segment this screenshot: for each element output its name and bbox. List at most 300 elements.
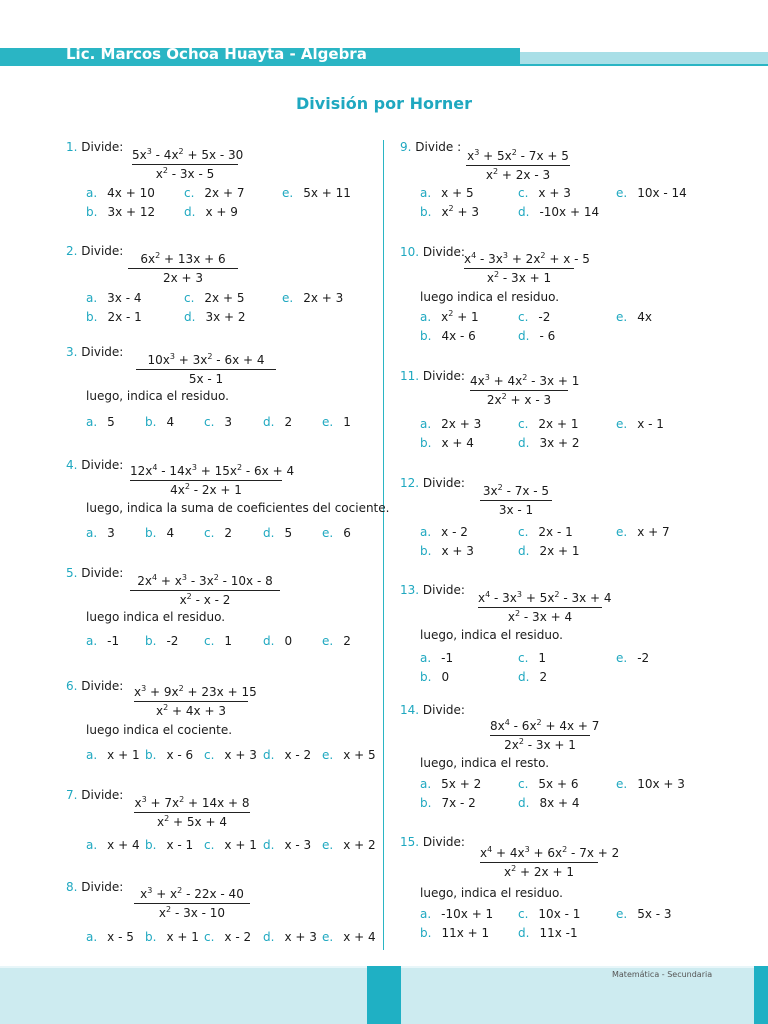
option-value: 5x - 3 bbox=[637, 907, 672, 921]
option-letter: b. bbox=[145, 748, 157, 762]
divisor: $x^2 - 3x - 10$ bbox=[134, 903, 250, 920]
division-fraction bbox=[478, 590, 612, 624]
division-fraction bbox=[130, 463, 295, 497]
option-letter: d. bbox=[518, 796, 530, 810]
option-letter: b. bbox=[420, 670, 432, 684]
answer-option-b[interactable] bbox=[420, 436, 474, 450]
problem-number: 7. bbox=[66, 788, 78, 802]
option-value: x + 3 bbox=[284, 930, 317, 944]
answer-option-b[interactable] bbox=[420, 670, 449, 684]
option-value: 2x + 3 bbox=[441, 417, 482, 431]
option-value: 11x + 1 bbox=[441, 926, 490, 940]
answer-option-a[interactable] bbox=[86, 415, 115, 429]
option-letter: a. bbox=[420, 417, 432, 431]
answer-option-b[interactable] bbox=[145, 748, 193, 762]
answer-option-d[interactable] bbox=[184, 205, 238, 219]
option-value: x - 3 bbox=[284, 838, 312, 852]
divisor: $x^2$ - x - 2 bbox=[130, 590, 280, 607]
answer-option-c[interactable] bbox=[204, 930, 251, 944]
problem-heading bbox=[66, 566, 123, 580]
answer-option-d[interactable] bbox=[518, 329, 555, 343]
answer-option-e[interactable] bbox=[322, 930, 376, 944]
option-value: 8x + 4 bbox=[539, 796, 580, 810]
answer-option-b[interactable] bbox=[145, 838, 193, 852]
option-value: -10x + 14 bbox=[539, 205, 600, 219]
option-value: 10x + 3 bbox=[637, 777, 685, 791]
answer-option-e[interactable] bbox=[322, 838, 376, 852]
division-fraction bbox=[132, 147, 244, 181]
answer-option-b[interactable] bbox=[145, 415, 174, 429]
option-value: 7x - 2 bbox=[441, 796, 476, 810]
option-value: 3x - 4 bbox=[107, 291, 142, 305]
answer-option-c[interactable] bbox=[184, 291, 244, 305]
option-value: -1 bbox=[107, 634, 120, 648]
division-fraction bbox=[464, 251, 590, 285]
option-letter: e. bbox=[616, 525, 628, 539]
option-letter: a. bbox=[420, 777, 432, 791]
option-value: 4 bbox=[166, 526, 175, 540]
answer-option-e[interactable] bbox=[616, 525, 670, 539]
dividend: $x^3 + 9x^2 + 23x + 15$ bbox=[134, 684, 257, 699]
footer-right-block bbox=[754, 966, 768, 1024]
option-letter: b. bbox=[420, 329, 432, 343]
column-divider bbox=[383, 140, 384, 950]
answer-option-c[interactable] bbox=[518, 417, 578, 431]
problem-number: 6. bbox=[66, 679, 78, 693]
option-letter: e. bbox=[322, 838, 334, 852]
answer-option-c[interactable] bbox=[518, 651, 546, 665]
dividend: $10x^3 + 3x^2 - 6x + 4$ bbox=[147, 352, 265, 367]
option-value: 3 bbox=[107, 526, 115, 540]
divisor: $2x^2 - 3x + 1$ bbox=[490, 735, 590, 752]
answer-option-b[interactable] bbox=[420, 329, 476, 343]
answer-option-e[interactable] bbox=[282, 186, 351, 200]
problem-number: 13. bbox=[400, 583, 420, 597]
option-value: 1 bbox=[343, 415, 351, 429]
problem-verb: Divide: bbox=[77, 345, 124, 359]
problem-number: 15. bbox=[400, 835, 420, 849]
option-value: x + 4 bbox=[441, 436, 474, 450]
option-value: x + 3 bbox=[538, 186, 571, 200]
problem-instruction: luego, indica el residuo. bbox=[420, 628, 563, 642]
option-letter: d. bbox=[263, 634, 275, 648]
answer-option-d[interactable] bbox=[263, 838, 311, 852]
header-band-light bbox=[520, 52, 768, 64]
problem-heading bbox=[400, 476, 465, 490]
option-value: x - 1 bbox=[166, 838, 194, 852]
answer-option-a[interactable] bbox=[86, 526, 115, 540]
option-letter: b. bbox=[420, 926, 432, 940]
option-letter: a. bbox=[420, 186, 432, 200]
problem-heading bbox=[400, 369, 465, 383]
answer-option-e[interactable] bbox=[616, 907, 672, 921]
problem-verb: Divide: bbox=[77, 566, 124, 580]
option-letter: e. bbox=[322, 526, 334, 540]
option-value: x + 4 bbox=[343, 930, 376, 944]
problem-number: 9. bbox=[400, 140, 412, 154]
option-value: 4x + 10 bbox=[107, 186, 155, 200]
option-letter: c. bbox=[184, 186, 195, 200]
option-value: 2 bbox=[284, 415, 293, 429]
divisor: $x^2 - 3x + 1$ bbox=[464, 268, 574, 285]
problem-verb: Divide: bbox=[77, 880, 124, 894]
option-letter: c. bbox=[204, 415, 215, 429]
option-value: 5x + 11 bbox=[303, 186, 351, 200]
option-value: x + 5 bbox=[441, 186, 474, 200]
option-value: 2 bbox=[539, 670, 548, 684]
option-letter: a. bbox=[86, 838, 98, 852]
problem-verb: Divide: bbox=[77, 679, 124, 693]
option-letter: e. bbox=[322, 415, 334, 429]
answer-option-a[interactable] bbox=[420, 186, 474, 200]
problem-verb: Divide: bbox=[419, 835, 465, 849]
dividend: $x^3 + 7x^2 + 14x + 8$ bbox=[134, 795, 250, 810]
answer-option-e[interactable] bbox=[322, 634, 351, 648]
option-letter: e. bbox=[322, 930, 334, 944]
footer-center-block bbox=[367, 966, 401, 1024]
option-value: -1 bbox=[441, 651, 454, 665]
answer-option-d[interactable] bbox=[263, 930, 317, 944]
option-value: 2x + 5 bbox=[204, 291, 245, 305]
answer-option-e[interactable] bbox=[616, 310, 652, 324]
option-value: $x^2 + 3$ bbox=[441, 204, 479, 219]
problem-heading bbox=[66, 880, 123, 894]
dividend: $6x^2 + 13x + 6$ bbox=[140, 251, 226, 266]
answer-option-b[interactable] bbox=[86, 205, 155, 219]
option-letter: a. bbox=[86, 415, 98, 429]
option-letter: e. bbox=[282, 291, 294, 305]
answer-option-a[interactable] bbox=[86, 748, 140, 762]
option-letter: a. bbox=[86, 930, 98, 944]
option-value: 0 bbox=[284, 634, 293, 648]
problem-instruction: luego, indica la suma de coeficientes del cociente. bbox=[86, 501, 390, 515]
option-letter: c. bbox=[204, 634, 215, 648]
problem-verb: Divide: bbox=[77, 140, 124, 154]
option-letter: b. bbox=[86, 205, 98, 219]
answer-option-a[interactable] bbox=[86, 930, 134, 944]
answer-option-c[interactable] bbox=[204, 526, 232, 540]
divisor: $x^2 + 5x + 4$ bbox=[134, 812, 250, 829]
problem-instruction: luego, indica el residuo. bbox=[420, 886, 563, 900]
answer-option-d[interactable] bbox=[518, 544, 580, 558]
divisor: 2x + 3 bbox=[128, 268, 238, 285]
answer-option-c[interactable] bbox=[518, 907, 580, 921]
option-letter: a. bbox=[420, 651, 432, 665]
answer-option-e[interactable] bbox=[616, 777, 685, 791]
problem-heading bbox=[400, 583, 465, 597]
answer-option-c[interactable] bbox=[184, 186, 244, 200]
answer-option-c[interactable] bbox=[518, 777, 578, 791]
option-letter: a. bbox=[420, 310, 432, 324]
dividend: $4x^3 + 4x^2 - 3x + 1$ bbox=[470, 373, 580, 388]
option-letter: a. bbox=[420, 907, 432, 921]
option-value: 2 bbox=[343, 634, 351, 648]
answer-option-c[interactable] bbox=[518, 186, 571, 200]
answer-option-a[interactable] bbox=[420, 777, 481, 791]
division-fraction bbox=[134, 887, 250, 920]
answer-option-c[interactable] bbox=[204, 838, 257, 852]
problem-verb: Divide : bbox=[411, 140, 462, 154]
problem-verb: Divide: bbox=[419, 476, 465, 490]
option-letter: b. bbox=[145, 415, 157, 429]
answer-option-e[interactable] bbox=[322, 415, 351, 429]
option-letter: b. bbox=[145, 526, 157, 540]
answer-option-b[interactable] bbox=[145, 634, 178, 648]
problem-instruction: luego indica el residuo. bbox=[86, 610, 226, 624]
answer-option-a[interactable] bbox=[420, 525, 468, 539]
answer-option-a[interactable] bbox=[420, 907, 493, 921]
answer-option-a[interactable] bbox=[86, 186, 155, 200]
answer-option-e[interactable] bbox=[282, 291, 343, 305]
option-letter: d. bbox=[518, 670, 530, 684]
problem-number: 5. bbox=[66, 566, 78, 580]
option-value: - 6 bbox=[539, 329, 556, 343]
problem-heading bbox=[66, 140, 123, 154]
answer-option-d[interactable] bbox=[518, 926, 578, 940]
option-letter: e. bbox=[616, 417, 628, 431]
option-letter: b. bbox=[420, 796, 432, 810]
option-letter: a. bbox=[86, 634, 98, 648]
answer-option-c[interactable] bbox=[204, 634, 232, 648]
option-value: x + 3 bbox=[224, 748, 257, 762]
division-fraction bbox=[466, 149, 570, 182]
option-value: 10x - 1 bbox=[538, 907, 581, 921]
divisor: $x^2 + 2x + 1$ bbox=[480, 862, 598, 879]
option-value: x + 1 bbox=[166, 930, 199, 944]
answer-option-d[interactable] bbox=[263, 415, 292, 429]
problem-verb: Divide: bbox=[419, 369, 465, 383]
problem-heading bbox=[400, 140, 461, 154]
option-value: x + 1 bbox=[224, 838, 257, 852]
option-letter: c. bbox=[518, 907, 529, 921]
option-letter: b. bbox=[420, 544, 432, 558]
option-value: 6 bbox=[343, 526, 351, 540]
dividend: $x^4 - 3x^3 + 5x^2 - 3x + 4$ bbox=[478, 590, 612, 605]
answer-option-e[interactable] bbox=[616, 186, 687, 200]
problem-number: 3. bbox=[66, 345, 78, 359]
option-value: 5 bbox=[107, 415, 115, 429]
footer-label: Matemática - Secundaria bbox=[612, 970, 713, 979]
answer-option-b[interactable] bbox=[145, 526, 174, 540]
division-fraction bbox=[480, 484, 552, 517]
option-letter: b. bbox=[420, 436, 432, 450]
option-value: x + 1 bbox=[107, 748, 140, 762]
option-letter: c. bbox=[518, 417, 529, 431]
option-letter: e. bbox=[616, 907, 628, 921]
page-title: División por Horner bbox=[296, 94, 472, 113]
option-letter: e. bbox=[616, 186, 628, 200]
option-letter: e. bbox=[322, 748, 334, 762]
option-value: 2x + 1 bbox=[539, 544, 580, 558]
problem-verb: Divide: bbox=[419, 245, 465, 259]
answer-option-c[interactable] bbox=[518, 310, 550, 324]
dividend: $5x^3 - 4x^2 + 5x - 30$ bbox=[132, 147, 244, 162]
answer-option-a[interactable] bbox=[86, 838, 140, 852]
option-value: x - 5 bbox=[107, 930, 134, 944]
option-letter: d. bbox=[518, 329, 530, 343]
problem-number: 1. bbox=[66, 140, 78, 154]
answer-option-c[interactable] bbox=[518, 525, 573, 539]
answer-option-d[interactable] bbox=[518, 670, 547, 684]
answer-option-e[interactable] bbox=[322, 526, 351, 540]
option-value: 11x -1 bbox=[539, 926, 578, 940]
option-letter: e. bbox=[616, 651, 628, 665]
answer-option-b[interactable] bbox=[420, 926, 489, 940]
problem-heading bbox=[66, 345, 123, 359]
answer-option-d[interactable] bbox=[184, 310, 246, 324]
problem-number: 4. bbox=[66, 458, 78, 472]
option-letter: d. bbox=[518, 926, 530, 940]
option-value: x - 6 bbox=[166, 748, 194, 762]
divisor: $x^2 + 2x - 3$ bbox=[466, 165, 570, 182]
option-letter: a. bbox=[86, 526, 98, 540]
problem-number: 8. bbox=[66, 880, 78, 894]
option-value: 1 bbox=[538, 651, 547, 665]
option-value: x + 5 bbox=[343, 748, 376, 762]
dividend: $x^4 - 3x^3 + 2x^2 + x - 5$ bbox=[464, 251, 590, 266]
answer-option-d[interactable] bbox=[518, 796, 580, 810]
dividend: $8x^4 - 6x^2 + 4x + 7$ bbox=[490, 718, 600, 733]
option-letter: d. bbox=[263, 838, 275, 852]
answer-option-b[interactable] bbox=[420, 796, 476, 810]
option-value: 1 bbox=[224, 634, 233, 648]
division-fraction bbox=[490, 718, 600, 752]
option-value: 4 bbox=[166, 415, 175, 429]
option-value: 3x + 2 bbox=[539, 436, 580, 450]
answer-option-d[interactable] bbox=[263, 526, 292, 540]
option-value: x + 3 bbox=[441, 544, 474, 558]
problem-instruction: luego indica el residuo. bbox=[420, 290, 560, 304]
option-value: x + 4 bbox=[107, 838, 140, 852]
divisor: $4x^2 - 2x + 1$ bbox=[130, 480, 282, 497]
option-letter: c. bbox=[204, 930, 215, 944]
option-value: 4x - 6 bbox=[441, 329, 476, 343]
answer-option-a[interactable] bbox=[86, 634, 119, 648]
answer-option-c[interactable] bbox=[204, 415, 232, 429]
option-letter: d. bbox=[184, 310, 196, 324]
option-letter: a. bbox=[86, 186, 98, 200]
option-letter: e. bbox=[616, 777, 628, 791]
option-value: x - 2 bbox=[284, 748, 312, 762]
header-author: Lic. Marcos Ochoa Huayta - Algebra bbox=[66, 45, 367, 63]
option-value: 0 bbox=[441, 670, 450, 684]
dividend: $3x^2 - 7x - 5$ bbox=[482, 483, 550, 498]
division-fraction bbox=[128, 252, 238, 285]
problem-heading bbox=[66, 244, 123, 258]
option-value: 2x - 1 bbox=[107, 310, 142, 324]
dividend: $x^4 + 4x^3 + 6x^2 - 7x + 2$ bbox=[480, 845, 620, 860]
problem-verb: Divide: bbox=[419, 583, 465, 597]
dividend: $x^3 + x^2 - 22x - 40$ bbox=[140, 886, 244, 901]
answer-option-a[interactable] bbox=[420, 651, 453, 665]
division-fraction bbox=[136, 353, 276, 386]
option-letter: d. bbox=[184, 205, 196, 219]
option-value: 2x + 3 bbox=[303, 291, 344, 305]
problem-number: 10. bbox=[400, 245, 420, 259]
option-letter: e. bbox=[616, 310, 628, 324]
option-value: -2 bbox=[166, 634, 179, 648]
option-letter: b. bbox=[86, 310, 98, 324]
option-letter: a. bbox=[86, 291, 98, 305]
option-letter: d. bbox=[263, 748, 275, 762]
answer-option-d[interactable] bbox=[518, 436, 580, 450]
answer-option-b[interactable] bbox=[420, 544, 474, 558]
problem-number: 14. bbox=[400, 703, 420, 717]
problem-instruction: luego, indica el residuo. bbox=[86, 389, 229, 403]
option-letter: b. bbox=[145, 930, 157, 944]
option-value: $x^2 + 1$ bbox=[441, 309, 479, 324]
division-fraction bbox=[480, 845, 620, 879]
option-letter: e. bbox=[282, 186, 294, 200]
answer-option-c[interactable] bbox=[204, 748, 257, 762]
option-letter: c. bbox=[518, 186, 529, 200]
division-fraction bbox=[134, 684, 257, 718]
answer-option-e[interactable] bbox=[616, 651, 649, 665]
option-letter: c. bbox=[184, 291, 195, 305]
answer-option-b[interactable] bbox=[86, 310, 142, 324]
problem-heading bbox=[66, 458, 123, 472]
option-value: 4x bbox=[637, 310, 652, 324]
option-letter: c. bbox=[204, 838, 215, 852]
answer-option-d[interactable] bbox=[263, 748, 311, 762]
option-value: 10x - 14 bbox=[637, 186, 687, 200]
option-letter: e. bbox=[322, 634, 334, 648]
option-value: 5x + 2 bbox=[441, 777, 482, 791]
option-value: x + 9 bbox=[205, 205, 238, 219]
option-letter: c. bbox=[518, 310, 529, 324]
dividend: $2x^4 + x^3 - 3x^2 - 10x - 8$ bbox=[137, 573, 273, 588]
answer-option-a[interactable] bbox=[420, 310, 479, 324]
problem-verb: Divide: bbox=[77, 458, 124, 472]
option-value: x - 1 bbox=[637, 417, 664, 431]
problem-heading bbox=[66, 788, 123, 802]
option-value: x + 2 bbox=[343, 838, 376, 852]
problem-heading bbox=[66, 679, 123, 693]
divisor: $x^2 - 3x + 4$ bbox=[478, 607, 602, 624]
divisor: $x^2 - 3x - 5$ bbox=[132, 164, 238, 181]
option-letter: b. bbox=[420, 205, 432, 219]
division-fraction bbox=[470, 373, 580, 407]
option-value: x - 2 bbox=[441, 525, 468, 539]
option-letter: c. bbox=[204, 526, 215, 540]
problem-verb: Divide: bbox=[77, 244, 124, 258]
answer-option-a[interactable] bbox=[420, 417, 481, 431]
option-letter: b. bbox=[145, 838, 157, 852]
option-letter: c. bbox=[518, 777, 529, 791]
answer-option-a[interactable] bbox=[86, 291, 142, 305]
answer-option-b[interactable] bbox=[420, 205, 479, 219]
division-fraction bbox=[134, 796, 250, 829]
divisor: $2x^2 + x - 3$ bbox=[470, 390, 568, 407]
answer-option-d[interactable] bbox=[518, 205, 599, 219]
answer-option-b[interactable] bbox=[145, 930, 199, 944]
option-value: 2x + 7 bbox=[204, 186, 245, 200]
option-value: x + 7 bbox=[637, 525, 670, 539]
division-fraction bbox=[130, 574, 280, 607]
answer-option-e[interactable] bbox=[616, 417, 664, 431]
problem-heading bbox=[400, 703, 465, 717]
dividend: $12x^4 - 14x^3 + 15x^2 - 6x + 4$ bbox=[130, 463, 295, 478]
option-value: x - 2 bbox=[224, 930, 252, 944]
option-value: -2 bbox=[637, 651, 650, 665]
option-value: 5x + 6 bbox=[538, 777, 579, 791]
divisor: 5x - 1 bbox=[136, 369, 276, 386]
option-letter: a. bbox=[86, 748, 98, 762]
answer-option-e[interactable] bbox=[322, 748, 376, 762]
problem-number: 11. bbox=[400, 369, 420, 383]
option-letter: a. bbox=[420, 525, 432, 539]
answer-option-d[interactable] bbox=[263, 634, 292, 648]
